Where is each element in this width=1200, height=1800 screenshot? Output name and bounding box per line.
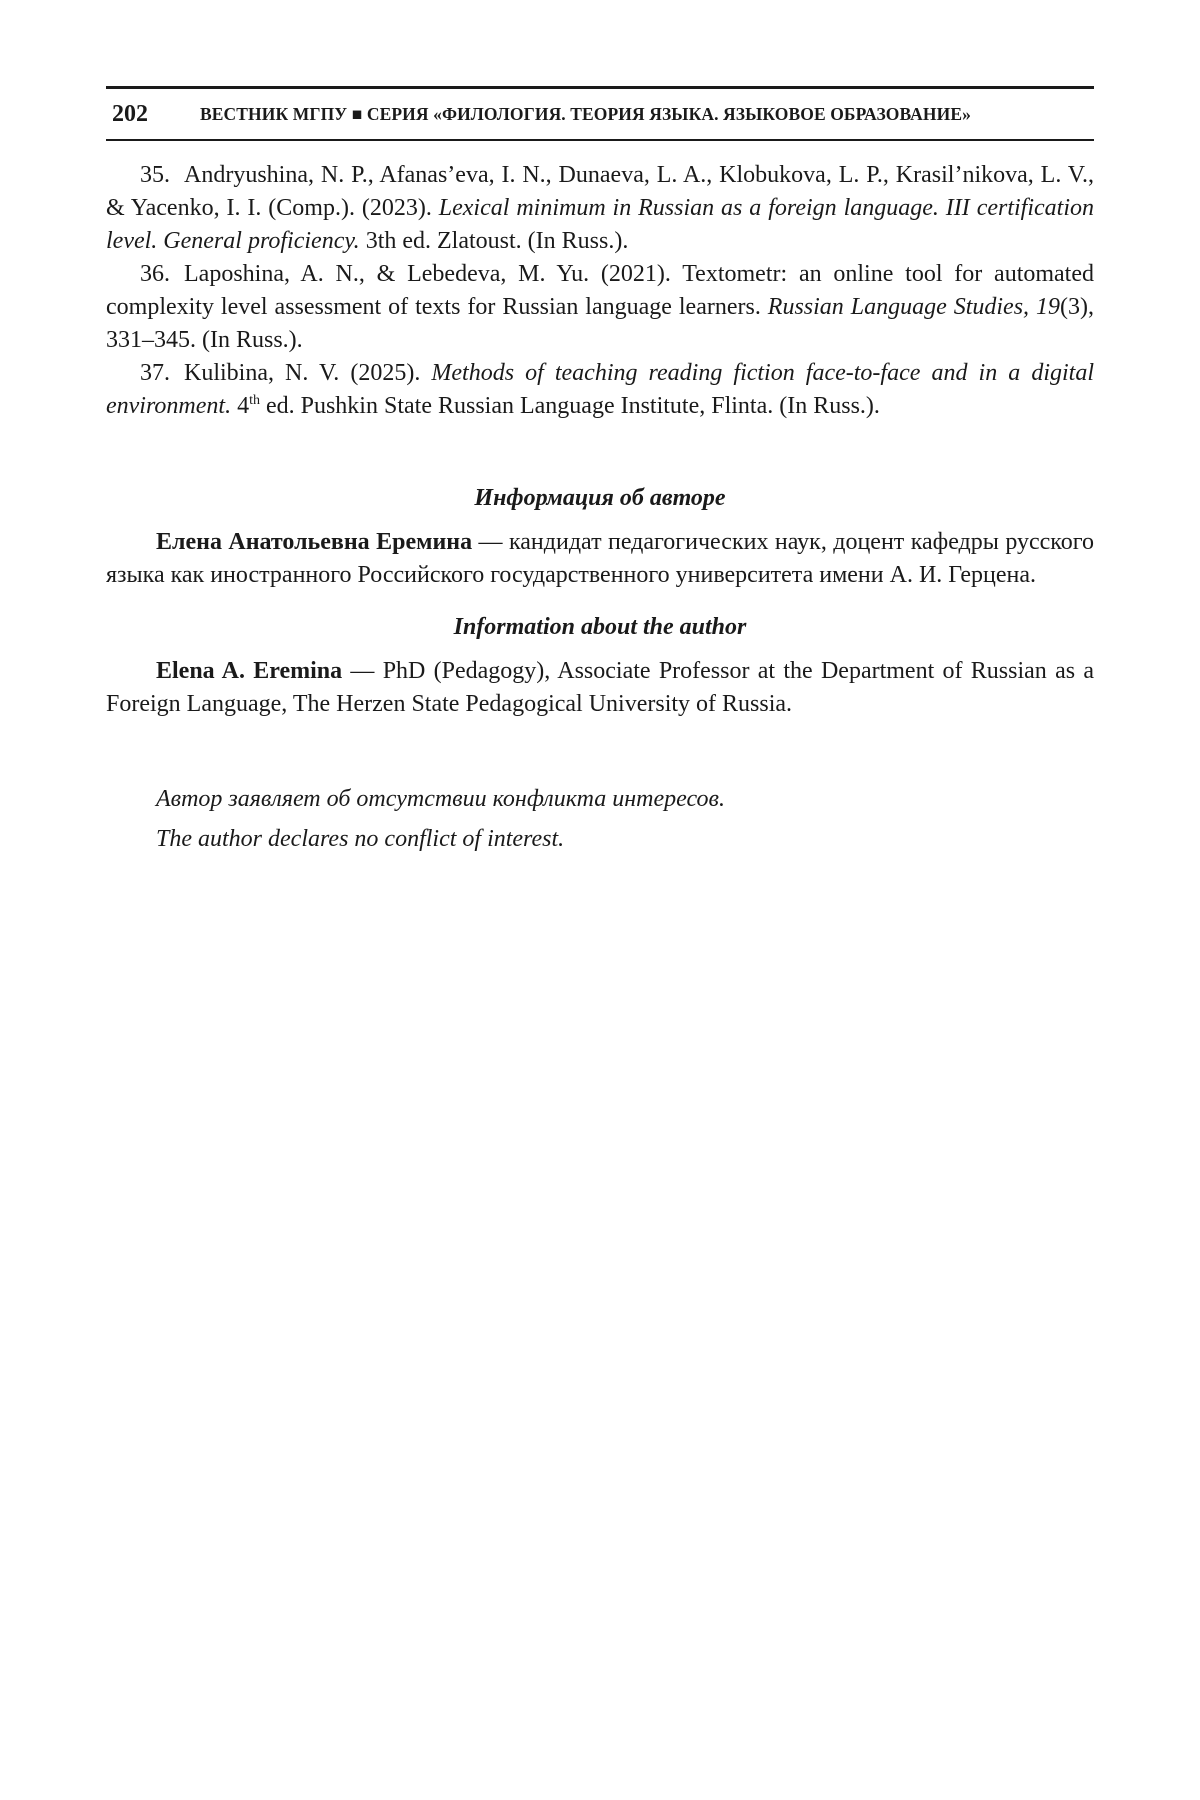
reference-text-end: (3), 331–345. (In Russ.). (106, 294, 1094, 353)
author-info-heading-ru: Информация об авторе (106, 485, 1094, 512)
author-description-ru: — кандидат педагогических наук, доцент кафедры русского языка как иностранного Российского государственного университета имени А. И. Герцена. (106, 529, 1094, 588)
reference-text: Kulibina, N. V. (2025). (184, 360, 431, 386)
reference-text: Andryushina, N. P., Afanas’eva, I. N., Dunaeva, L. A., Klobukova, L. P., Krasil’nikova, L. V., & Yacenko, I. I. (Comp.). (2023). (106, 162, 1094, 221)
journal-page (106, 86, 1094, 859)
author-info-en (106, 655, 1094, 721)
running-title: ВЕСТНИК МГПУ ■ СЕРИЯ «ФИЛОЛОГИЯ. ТЕОРИЯ ЯЗЫКА. ЯЗЫКОВОЕ ОБРАЗОВАНИЕ» (200, 104, 971, 125)
reference-text: Laposhina, A. N., & Lebedeva, M. Yu. (2021). Textometr: an online tool for automated complexity level assessment of texts for Russian language learners. (106, 261, 1094, 320)
conflict-statement-en: The author declares no conflict of interest. (156, 819, 1094, 859)
page-header (106, 86, 1094, 141)
author-description-en: — PhD (Pedagogy), Associate Professor at the Department of Russian as a Foreign Language, The Herzen State Pedagogical University of Russia. (106, 658, 1094, 717)
reference-number: 37. (140, 360, 170, 386)
reference-title: Lexical minimum in Russian as a foreign language. III certification level. General proficiency. (106, 195, 1094, 254)
author-name-en: Elena A. Eremina (156, 658, 342, 684)
reference-list (106, 159, 1094, 423)
conflict-statement (106, 779, 1094, 859)
reference-37 (106, 357, 1094, 423)
reference-title: Methods of teaching reading fiction face-to-face and in a digital environment. (106, 360, 1094, 419)
author-info-ru (106, 526, 1094, 592)
reference-35 (106, 159, 1094, 258)
reference-text-end: 3th ed. Zlatoust. (In Russ.). (360, 228, 629, 254)
reference-journal: Russian Language Studies, 19 (768, 294, 1060, 320)
conflict-statement-ru: Автор заявляет об отсутствии конфликта интересов. (156, 779, 1094, 819)
reference-36 (106, 258, 1094, 357)
reference-number: 36. (140, 261, 170, 287)
reference-text-end: ed. Pushkin State Russian Language Institute, Flinta. (In Russ.). (260, 393, 880, 419)
author-info-heading-en: Information about the author (106, 614, 1094, 641)
reference-edition: 4 (231, 393, 249, 419)
page-number: 202 (112, 101, 200, 128)
reference-number: 35. (140, 162, 170, 188)
author-name-ru: Елена Анатольевна Еремина (156, 529, 472, 555)
reference-edition-suffix: th (249, 393, 260, 408)
